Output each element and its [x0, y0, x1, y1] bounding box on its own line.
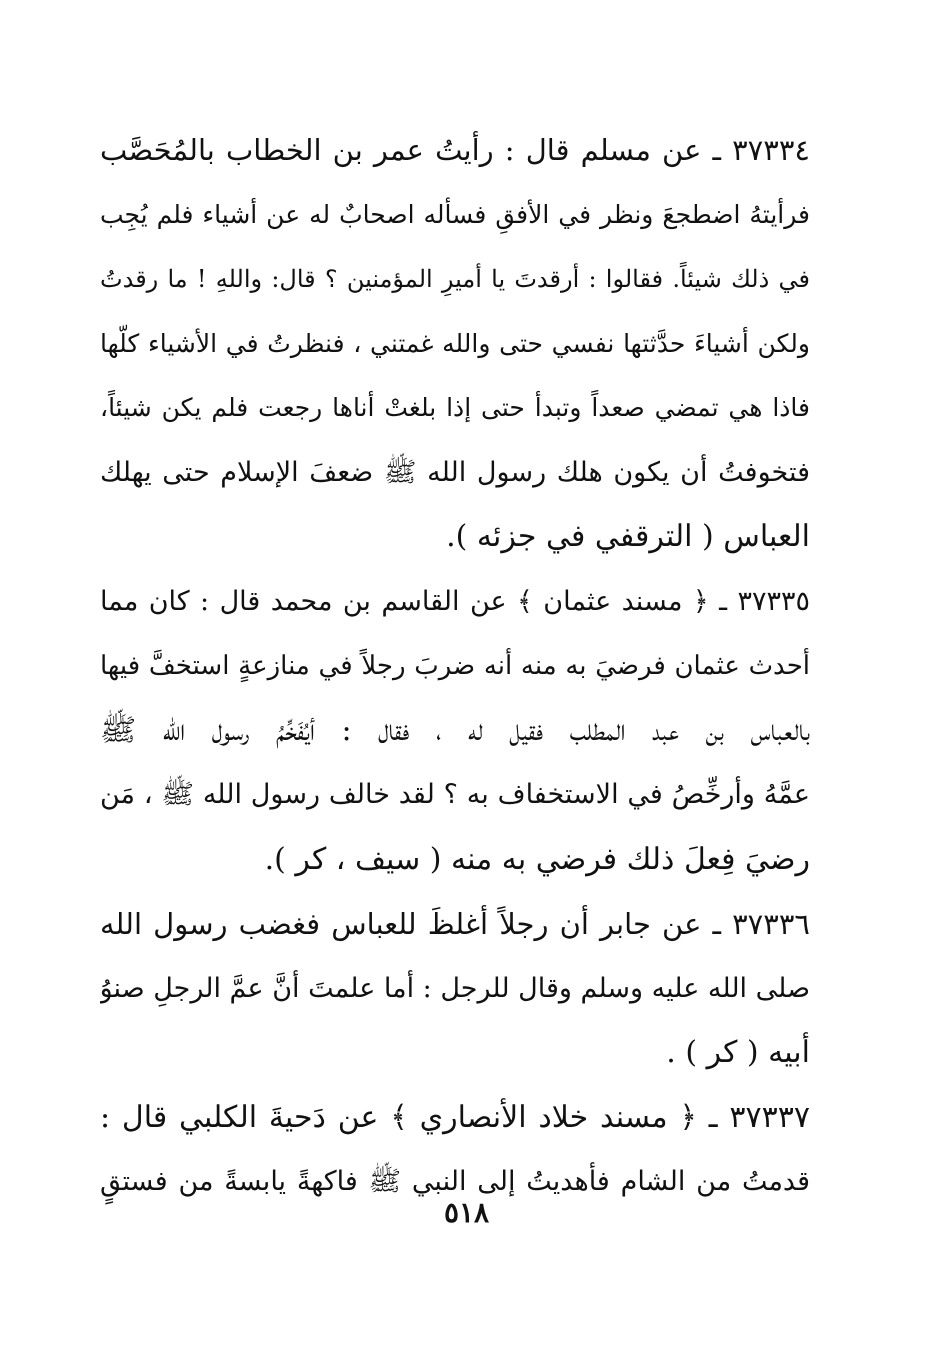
- text-line: فاذا هي تمضي صعداً وتبدأ حتى إذا بلغتْ أناها رجعت فلم يكن شيئاً،: [100, 393, 810, 422]
- text-line: ولكن أشياءَ حدَّثتها نفسي حتى والله غمتني ، فنظرتُ في الأشياء كلّها: [100, 328, 810, 358]
- text-line: بالعباس بن عبد المطلب فقيل له ، فقال : أيُفَخِّمُ رسول الله ﷺ: [100, 712, 810, 748]
- text-line: قدمتُ من الشام فأهديتُ إلى النبي ﷺ فاكهةً يابسةً من فستقٍ: [100, 1166, 810, 1197]
- text-line: صلى الله عليه وسلم وقال للرجل : أما علمتَ أنَّ عمَّ الرجلِ صنوُ: [100, 972, 810, 1004]
- text-line: أبيه ( كر ) .: [666, 1035, 810, 1070]
- text-line: أحدث عثمان فرضيَ به منه أنه ضربَ رجلاً في منازعةٍ استخفَّ فيها: [100, 651, 810, 681]
- text-line: ٣٧٣٣٧ ـ ﴿ مسند خلاد الأنصاري ﴾ عن دَحيةَ الكلبي قال :: [100, 1099, 810, 1135]
- page-number: ٥١٨: [443, 1196, 490, 1229]
- text-line: ٣٧٣٣٦ ـ عن جابر أن رجلاً أغلظَ للعباس فغضب رسول الله: [100, 907, 810, 941]
- page-text: [100, 118, 810, 1215]
- text-line: ٣٧٣٣٥ ـ ﴿ مسند عثمان ﴾ عن القاسم بن محمد قال : كان مما: [100, 585, 810, 617]
- text-line: عمَّهُ وأرخِّصُ في الاستخفاف به ؟ لقد خالف رسول الله ﷺ ، مَن: [100, 779, 810, 810]
- text-line: فتخوفتُ أن يكون هلك رسول الله ﷺ ضعفَ الإسلام حتى يهلك: [100, 456, 810, 488]
- text-line: ٣٧٣٣٤ ـ عن مسلم قال : رأيتُ عمر بن الخطاب بالمُحَصَّب: [100, 133, 810, 167]
- text-line: العباس ( الترقفي في جزئه ).: [446, 519, 810, 554]
- text-line: رضيَ فِعلَ ذلك فرضي به منه ( سيف ، كر ).: [264, 841, 810, 877]
- text-line: في ذلك شيئاً. فقالوا : أرقدتَ يا أميرِ المؤمنين ؟ قال: واللهِ ! ما رقدتُ: [100, 265, 810, 293]
- text-line: فرأيتهُ اضطجعَ ونظر في الأفقِ فسأله اصحابٌ له عن أشياء فلم يُجِب: [100, 199, 810, 229]
